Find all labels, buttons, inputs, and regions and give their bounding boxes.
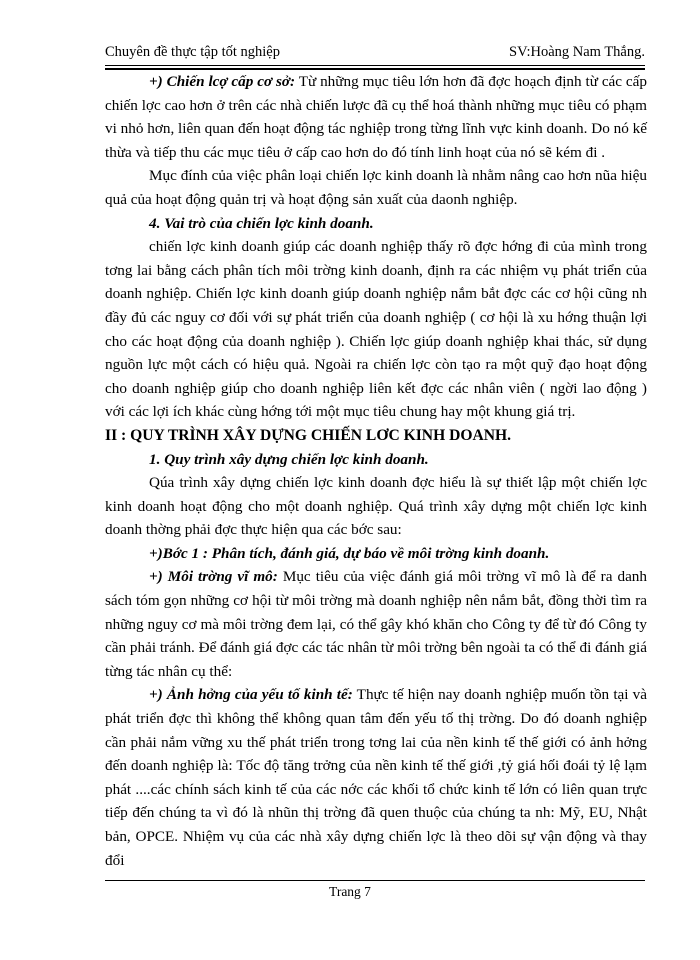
- section-heading-ii: II : QUY TRÌNH XÂY DỰNG CHIẾN LƠC KINH DOANH.: [105, 426, 512, 444]
- paragraph-economic-factors: [105, 683, 647, 872]
- paragraph-classification-purpose: Mục đính của việc phân loại chiến lợc kinh doanh là nhằm nâng cao hơn nũa hiệu quả của hoạt động quản trị và hoạt động sản xuất của daonh nghiệp.: [105, 167, 647, 208]
- heading-role-of-strategy: 4. Vai trò của chiến lợc kinh doanh.: [149, 214, 374, 232]
- page-number: Trang 7: [329, 884, 371, 899]
- heading-step-1: +)Bớc 1 : Phân tích, đánh giá, dự báo về môi trờng kinh doanh.: [149, 544, 550, 562]
- paragraph-lead: +) Chiến lcợ cấp cơ sở:: [149, 73, 296, 90]
- footer-rule: [105, 880, 645, 881]
- page-header: [105, 44, 645, 66]
- paragraph-lead: +) Ảnh hởng của yếu tố kinh tế:: [149, 686, 353, 704]
- header-rule-thin: [105, 65, 645, 66]
- paragraph-text: Từ những mục tiêu lớn hơn đã đợc hoạch định từ các cấp chiến lợc cao hơn ở trên các nhà chiến lược đã cụ thể hoá thành những mục tiêu có phạm vi nhỏ hơn, liên quan đến hoạt động tác nghiệp trong từng lĩnh vực kinh doanh. Do nó kế thừa và tiếp thu các mục tiêu ở cấp cao hơn do đó tính linh hoạt của nó sẽ kém đi .: [105, 73, 647, 161]
- page-body: [105, 70, 647, 872]
- paragraph-basic-strategy: [105, 70, 647, 164]
- paragraph-macro-environment: [105, 565, 647, 683]
- paragraph-strategy-process: Qúa trình xây dựng chiến lợc kinh doanh đợc hiểu là sự thiết lập một chiến lợc kinh doanh hoạt động cho một doanh nghiệp. Quá trình xây dựng một chiến lợc kinh doanh thờng phải đợc thực hiện qua các bớc sau:: [105, 474, 647, 539]
- heading-strategy-process: 1. Quy trình xây dựng chiến lợc kinh doanh.: [149, 450, 429, 468]
- header-author: SV:Hoàng Nam Thắng.: [509, 44, 645, 60]
- header-title: Chuyên đề thực tập tốt nghiệp: [105, 44, 280, 60]
- paragraph-text: Mục tiêu của việc đánh giá môi trờng vĩ mô là để ra danh sách tóm gọn những cơ hội từ môi trờng mà doanh nghiệp nên nắm bắt, đồng thời tìm ra những nguy cơ mà môi trờng đem lại, có thể gây khó khăn cho Công ty để từ đó Công ty cần phải tránh. Để đánh giá đợc các tác nhân từ môi trờng bên ngoài ta có thể đi đánh giá từng tác nhân cụ thể:: [105, 568, 647, 680]
- paragraph-lead: +) Môi trờng vĩ mô:: [149, 568, 278, 586]
- paragraph-role-of-strategy: chiến lợc kinh doanh giúp các doanh nghiệp thấy rõ đợc hớng đi của mình trong tơng lai bằng cách phân tích môi trờng kinh doanh, định ra các nhiệm vụ phát triển của doanh nghiệp. Chiến lợc kinh doanh giúp doanh nghiệp nắm bắt đợc các cơ hội cũng nh đầy đủ các nguy cơ đối với sự phát triển của doanh nghiệp ( cơ hội là xu hớng thuận lợi cho các hoạt động của doanh nghiệp ). Chiến lợc giúp doanh nghiệp khai thác, sử dụng nguồn lực một cách có hiệu quả. Ngoài ra chiến lợc còn tạo ra một quỹ đạo hoạt động cho doanh nghiệp giúp cho doanh nghiệp liên kết đợc các nhân viên ( ngời lao động ) với các lợi ích khác cùng hớng tới một mục tiêu chung hay một khung giá trị.: [105, 238, 647, 421]
- paragraph-text: Thực tế hiện nay doanh nghiệp muốn tồn tại và phát triển đợc thì không thể không quan tâm đến yếu tố thị trờng. Do đó doanh nghiệp cần phải nắm vững xu thế phát triển trong tơng lai của nền kinh tế thế giới có ảnh hởng đến doanh nghiệp là: Tốc độ tăng trởng của nền kinh tế thế giới ,tỷ giá hối đoái tỷ lệ lạm phát ....các chính sách kinh tế của các nớc các khối tổ chức kinh tế lớn có liên quan trực tiếp đến chúng ta vì đó là nhũn thị trờng đã quen thuộc của chúng ta nh: Mỹ, EU, Nhật bản, OPCE. Nhiệm vụ của các nhà xây dựng chiến lợc là theo dõi sự vận động và thay đổi: [105, 686, 647, 869]
